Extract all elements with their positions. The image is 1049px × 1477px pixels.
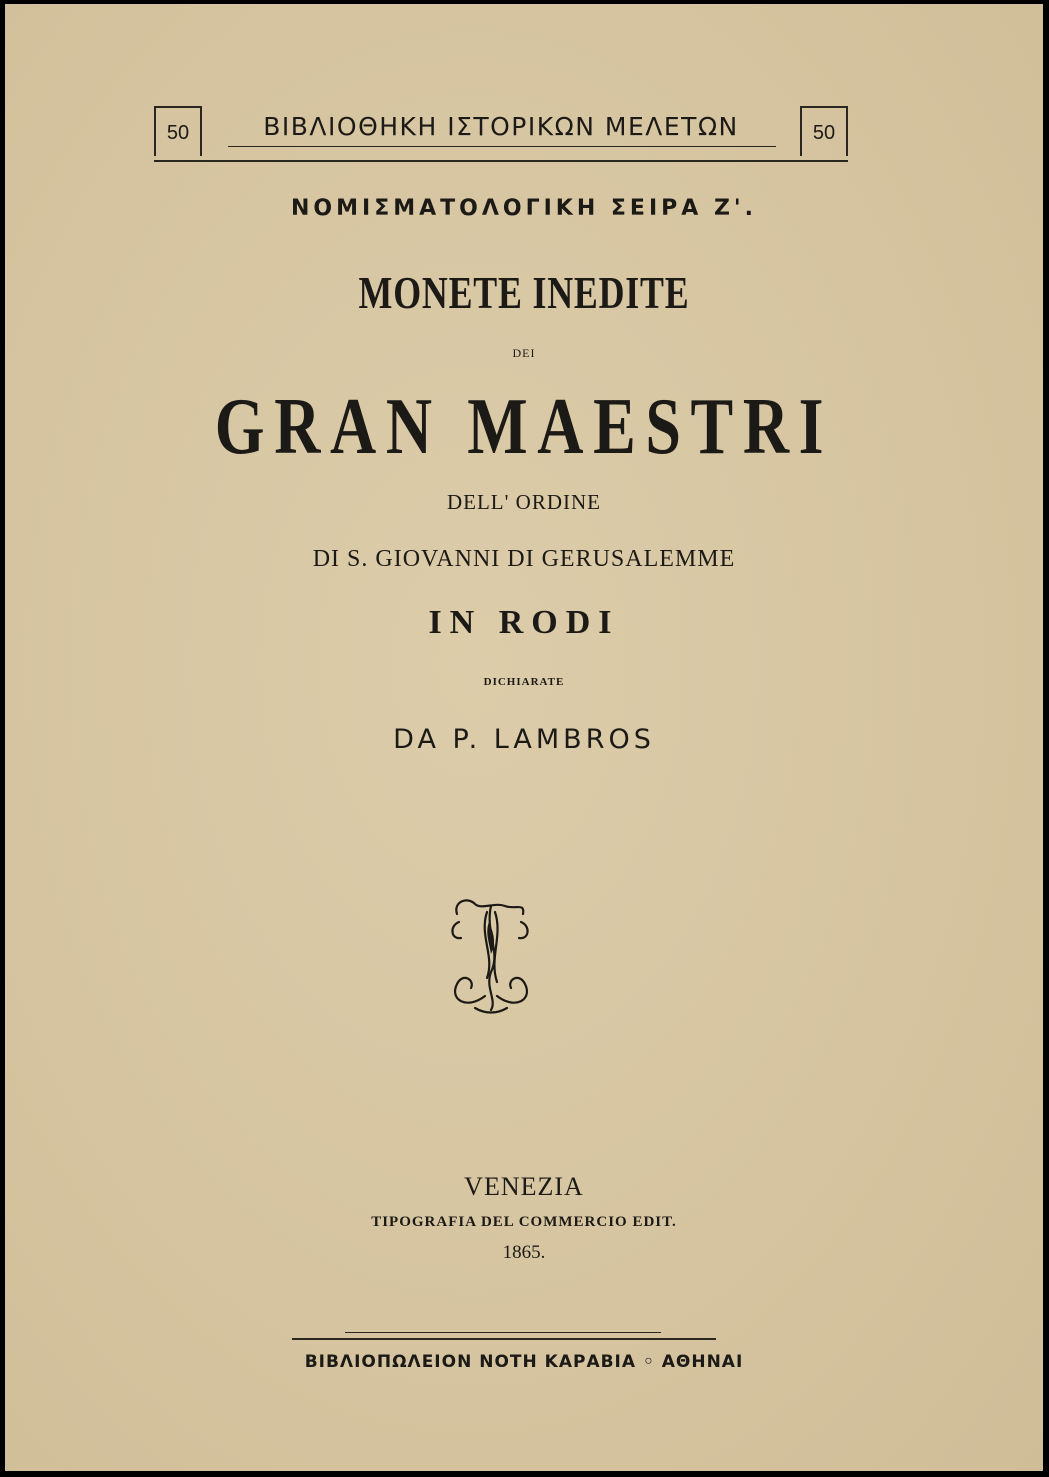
author-line: DA P. LAMBROS [393,724,655,755]
publisher-line: ΒΙΒΛΙΟΠΩΛΕΙΟΝ ΝΟΤΗ ΚΑΡΑΒΙΑ ◦ ΑΘΗΝΑΙ [304,1352,744,1372]
series-header-rule [154,160,848,162]
title-line-monete: MONETE INEDITE [358,267,690,318]
imprint-printer: TIPOGRAFIA DEL COMMERCIO EDIT. [371,1214,677,1230]
series-number-left: 50 [154,106,202,156]
title-line-rodi: IN RODI [428,604,620,641]
ornamental-monogram-icon [445,892,535,1018]
series-header [154,104,848,162]
publisher-rule [292,1338,716,1340]
attribution-verb: DICHIARATE [483,676,565,688]
title-connector: DEI [512,346,536,360]
title-line-ordine: DELL' ORDINE [446,490,601,514]
series-title: ΒΙΒΛΙΟΘΗΚΗ ΙΣΤΟΡΙΚΩΝ ΜΕΛΕΤΩΝ [263,112,739,141]
subseries-title: ΝΟΜΙΣΜΑΤΟΛΟΓΙΚΗ ΣΕΙΡΑ Ζ'. [291,196,757,221]
title-line-giovanni: DI S. GIOVANNI DI GERUSALEMME [312,546,736,572]
imprint-year: 1865. [502,1242,546,1263]
publisher-rule-thin [345,1332,661,1333]
series-number-right: 50 [800,106,848,156]
title-page [5,4,1043,1471]
imprint-city: VENEZIA [464,1172,584,1201]
main-title: GRAN MAESTRI [214,383,834,471]
series-title-underline [228,146,776,147]
